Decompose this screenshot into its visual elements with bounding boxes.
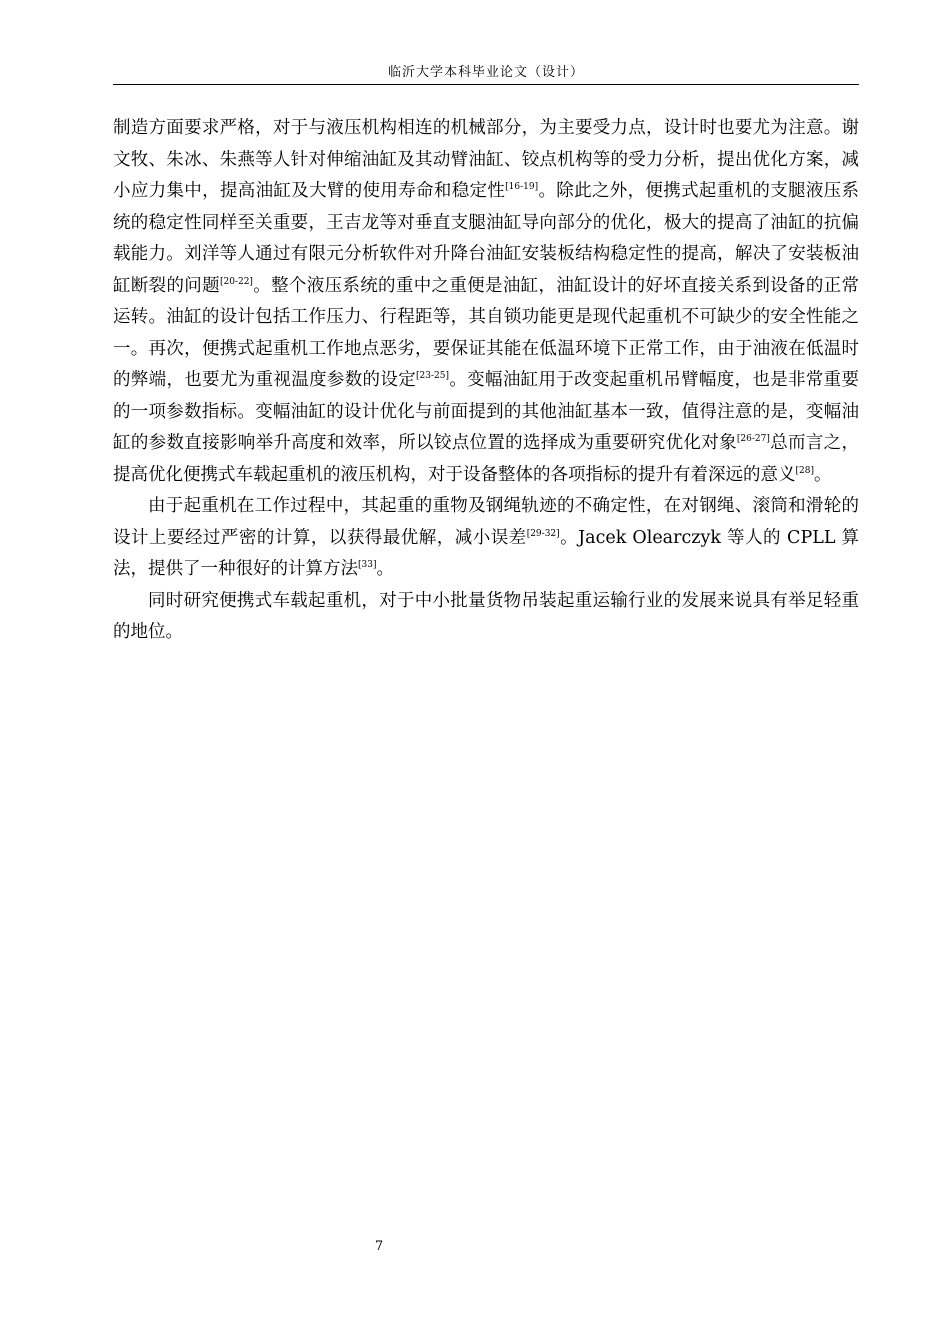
page-number: 7 — [374, 1239, 384, 1254]
citation: [16-19] — [505, 182, 539, 193]
text-segment: 。变幅油缸用于改变起重机吊臂幅度，也是非常重要的一项参数指标。变幅油缸的设计优化与前面提到的其他油缸基本一致，值得注意的是，变幅油缸的参数直接影响举升高度和效率，所以铰点位置的选择成为重要研究优化对象 — [113, 370, 860, 453]
citation: [20-22] — [219, 276, 253, 287]
text-segment: 制造方面要求严格，对于与液压机构相连的机械部分，为主要受力点，设计时也要尤为注意。谢文牧、朱冰、朱燕等人针对伸缩油缸及其动臂油缸、铰点机构等的受力分析，提出优化方案，减小应力集中，提高油缸及大臂的使用寿命和稳定性 — [113, 118, 859, 201]
paragraph-2 — [113, 491, 859, 586]
text-segment: 。 — [376, 559, 394, 579]
text-segment: 同时研究便携式车载起重机，对于中小批量货物吊装起重运输行业的发展来说具有举足轻重的地位。 — [113, 590, 859, 642]
citation: [26-27] — [736, 434, 770, 445]
body-text — [113, 113, 859, 649]
running-header: 临沂大学本科毕业论文（设计） — [387, 65, 584, 80]
text-segment: 。除此之外，便携式起重机的支腿液压系统的稳定性同样至关重要，王吉龙等对垂直支腿油缸导向部分的优化，极大的提高了油缸的抗偏载能力。刘洋等人通过有限元分析软件对升降台油缸安装板结构稳定性的提高，解决了安装板油缸断裂的问题 — [113, 181, 860, 296]
citation: [28] — [795, 465, 814, 476]
text-segment: 由于起重机在工作过程中，其起重的重物及钢绳轨迹的不确定性，在对钢绳、滚筒和滑轮的设计上要经过严密的计算，以获得最优解，减小误差 — [113, 496, 859, 548]
citation: [23-25] — [416, 371, 450, 382]
text-segment: 。 — [813, 464, 832, 485]
text-segment: 总而言之，提高优化便携式车载起重机的液压机构，对于设备整体的各项指标的提升有着深远的意义 — [113, 433, 860, 485]
paragraph-1 — [113, 113, 859, 491]
header-rule — [113, 84, 859, 85]
text-segment: 。Jacek Olearczyk 等人的 CPLL 算法，提供了一种很好的计算方法 — [113, 527, 860, 579]
paragraph-3 — [113, 586, 859, 649]
citation: [29-32] — [526, 528, 560, 539]
text-segment: 。整个液压系统的重中之重便是油缸，油缸设计的好坏直接关系到设备的正常运转。油缸的设计包括工作压力、行程距等，其自锁功能更是现代起重机不可缺少的安全性能之一。再次，便携式起重机工作地点恶劣，要保证其能在低温环境下正常工作，由于油液在低温时的弊端，也要尤为重视温度参数的设定 — [113, 275, 860, 390]
citation: [33] — [358, 560, 377, 571]
